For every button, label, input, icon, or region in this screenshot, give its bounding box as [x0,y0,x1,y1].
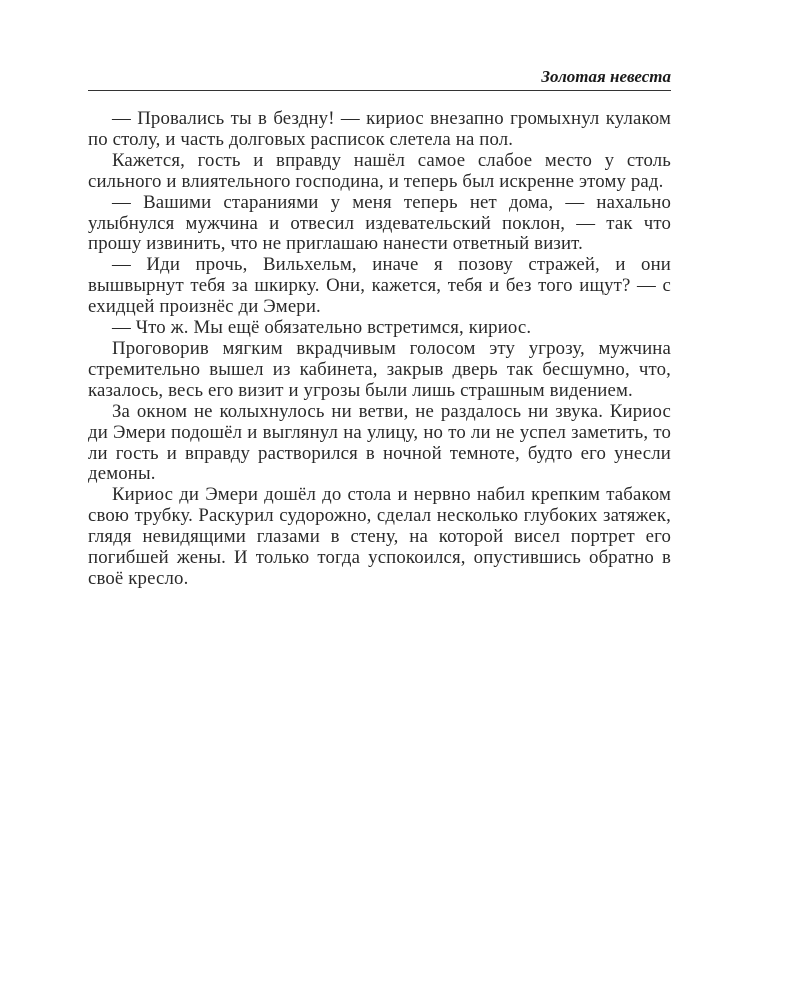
paragraph-3: — Вашими стараниями у меня теперь нет дома, — нахально улыбнулся мужчина и отвесил издевательский поклон, — так что прошу извинить, что не приглашаю нанести ответный визит. [88,191,671,255]
running-head-title: Золотая невеста [541,67,671,86]
book-page [88,66,671,590]
header-rule [88,90,671,91]
paragraph-7: За окном не колыхнулось ни ветви, не раздалось ни звука. Кириос ди Эмери подошёл и выглянул на улицу, но то ли не успел заметить, то ли гость и вправду растворился в ночной темноте, будто его унесли демоны. [88,400,671,485]
paragraph-1: — Провались ты в бездну! — кириос внезапно громыхнул кулаком по столу, и часть долговых расписок слетела на пол. [88,108,671,150]
paragraph-8: Кириос ди Эмери дошёл до стола и нервно набил крепким табаком свою трубку. Раскурил судорожно, сделал несколько глубоких затяжек, глядя невидящими глазами в стену, на которой висел портрет его погибшей жены. И только тогда успокоился, опустившись обратно в своё кресло. [88,484,671,589]
paragraph-4: — Иди прочь, Вильхельм, иначе я позову стражей, и они вышвырнут тебя за шкирку. Они, кажется, тебя и без того ищут? — с ехидцей произнёс ди Эмери. [88,254,671,318]
body-text [88,109,671,590]
paragraph-5: — Что ж. Мы ещё обязательно встретимся, кириос. [112,317,532,339]
paragraph-2: Кажется, гость и вправду нашёл самое слабое место у столь сильного и влиятельного господина, и теперь был искренне этому рад. [88,149,671,192]
paragraph-6: Проговорив мягким вкрадчивым голосом эту угрозу, мужчина стремительно вышел из кабинета, закрыв дверь так бесшумно, что, казалось, весь его визит и угрозы были лишь страшным видением. [88,337,671,401]
